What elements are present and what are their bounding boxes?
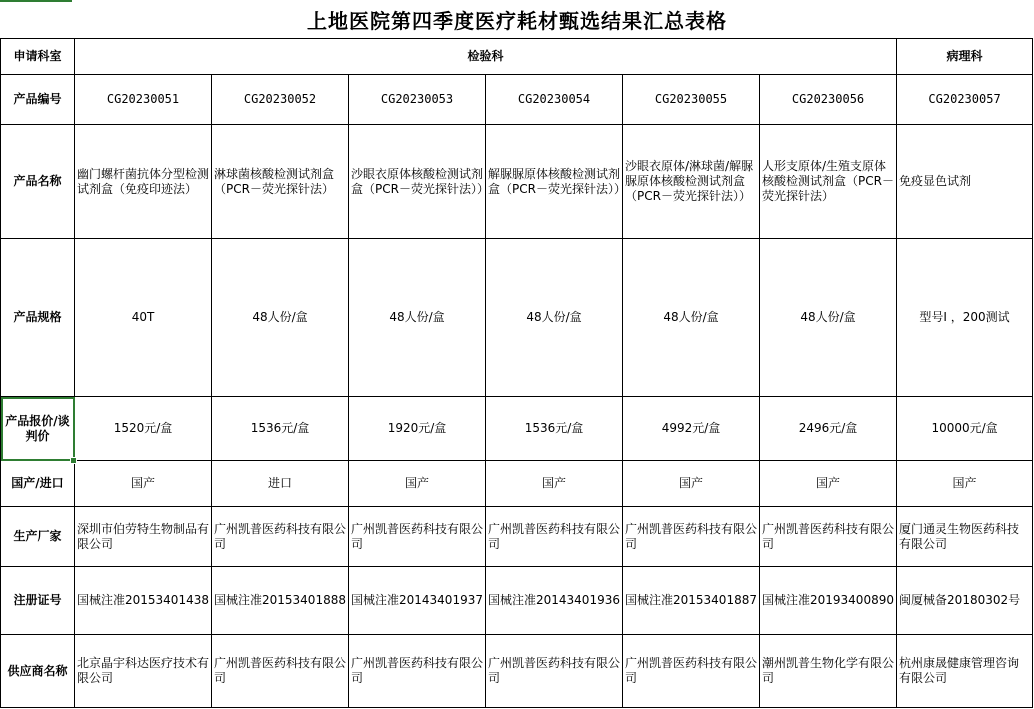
cell-origin[interactable]: 国产 [486,461,623,507]
cell-spec[interactable]: 48人份/盒 [212,239,349,397]
cell-code[interactable]: CG20230053 [349,75,486,125]
cell-maker[interactable]: 广州凯普医药科技有限公司 [486,507,623,567]
cell-maker[interactable]: 深圳市伯劳特生物制品有限公司 [75,507,212,567]
cell-reg[interactable]: 国械注准20193400890 [760,567,897,635]
cell-origin[interactable]: 国产 [760,461,897,507]
cell-supplier[interactable]: 广州凯普医药科技有限公司 [212,635,349,708]
cell-spec[interactable]: 48人份/盒 [623,239,760,397]
cell-maker[interactable]: 厦门通灵生物医药科技有限公司 [897,507,1033,567]
cell-maker[interactable]: 广州凯普医药科技有限公司 [349,507,486,567]
cell-name[interactable]: 淋球菌核酸检测试剂盒 （PCR－荧光探针法） [212,125,349,239]
label-name[interactable]: 产品名称 [1,125,75,239]
row-price [1,397,1033,461]
row-department [1,39,1033,75]
cell-origin[interactable]: 国产 [897,461,1033,507]
cell-maker[interactable]: 广州凯普医药科技有限公司 [623,507,760,567]
cell-supplier[interactable]: 潮州凯普生物化学有限公司 [760,635,897,708]
label-origin[interactable]: 国产/进口 [1,461,75,507]
cell-code[interactable]: CG20230051 [75,75,212,125]
label-price-active-cell[interactable]: 产品报价/谈判价 [1,397,75,461]
cell-reg[interactable]: 国械注准20153401438 [75,567,212,635]
cell-maker[interactable]: 广州凯普医药科技有限公司 [760,507,897,567]
label-code[interactable]: 产品编号 [1,75,75,125]
cell-reg[interactable]: 国械注准20143401936 [486,567,623,635]
cell-supplier[interactable]: 广州凯普医药科技有限公司 [349,635,486,708]
summary-table [0,38,1033,708]
cell-spec[interactable]: 型号I ，200测试 [897,239,1033,397]
dept-pathology[interactable]: 病理科 [897,39,1033,75]
row-maker [1,507,1033,567]
row-code [1,75,1033,125]
cell-name[interactable]: 沙眼衣原体核酸检测试剂盒（PCR－荧光探针法）） [349,125,486,239]
dept-lab[interactable]: 检验科 [75,39,897,75]
cell-reg[interactable]: 国械注准20153401887 [623,567,760,635]
cell-code[interactable]: CG20230054 [486,75,623,125]
label-maker[interactable]: 生产厂家 [1,507,75,567]
cell-name[interactable]: 人形支原体/生殖支原体核酸检测试剂盒（PCR－荧光探针法） [760,125,897,239]
fill-handle[interactable] [70,457,77,464]
cell-name[interactable]: 解脲脲原体核酸检测试剂盒（PCR－荧光探针法）） [486,125,623,239]
cell-code[interactable]: CG20230052 [212,75,349,125]
cell-spec[interactable]: 48人份/盒 [760,239,897,397]
cell-maker[interactable]: 广州凯普医药科技有限公司 [212,507,349,567]
cell-origin[interactable]: 进口 [212,461,349,507]
cell-supplier[interactable]: 广州凯普医药科技有限公司 [486,635,623,708]
cell-origin[interactable]: 国产 [349,461,486,507]
cell-price[interactable]: 4992元/盒 [623,397,760,461]
label-reg[interactable]: 注册证号 [1,567,75,635]
cell-price[interactable]: 1536元/盒 [212,397,349,461]
cell-code[interactable]: CG20230056 [760,75,897,125]
cell-supplier[interactable]: 杭州康晟健康管理咨询有限公司 [897,635,1033,708]
label-dept[interactable]: 申请科室 [1,39,75,75]
cell-reg[interactable]: 闽厦械备20180302号 [897,567,1033,635]
cell-name[interactable]: 沙眼衣原体/淋球菌/解脲脲原体核酸检测试剂盒（PCR－荧光探针法）） [623,125,760,239]
cell-code[interactable]: CG20230055 [623,75,760,125]
cell-reg[interactable]: 国械注准20153401888 [212,567,349,635]
cell-name[interactable]: 幽门螺杆菌抗体分型检测试剂盒（免疫印迹法） [75,125,212,239]
cell-origin[interactable]: 国产 [623,461,760,507]
cell-code[interactable]: CG20230057 [897,75,1033,125]
cell-price[interactable]: 10000元/盒 [897,397,1033,461]
cell-spec[interactable]: 48人份/盒 [349,239,486,397]
row-name [1,125,1033,239]
label-spec[interactable]: 产品规格 [1,239,75,397]
cell-spec[interactable]: 48人份/盒 [486,239,623,397]
row-origin [1,461,1033,507]
cell-supplier[interactable]: 北京晶宇科达医疗技术有限公司 [75,635,212,708]
cell-price[interactable]: 1520元/盒 [75,397,212,461]
label-supplier[interactable]: 供应商名称 [1,635,75,708]
cell-spec[interactable]: 40T [75,239,212,397]
cell-reg[interactable]: 国械注准20143401937 [349,567,486,635]
cell-price[interactable]: 2496元/盒 [760,397,897,461]
sheet-title: 上地医院第四季度医疗耗材甄选结果汇总表格 [307,8,727,33]
cell-price[interactable]: 1536元/盒 [486,397,623,461]
cell-supplier[interactable]: 广州凯普医药科技有限公司 [623,635,760,708]
cell-price[interactable]: 1920元/盒 [349,397,486,461]
row-reg [1,567,1033,635]
cell-name[interactable]: 免疫显色试剂 [897,125,1033,239]
cell-origin[interactable]: 国产 [75,461,212,507]
row-spec [1,239,1033,397]
row-supplier [1,635,1033,708]
